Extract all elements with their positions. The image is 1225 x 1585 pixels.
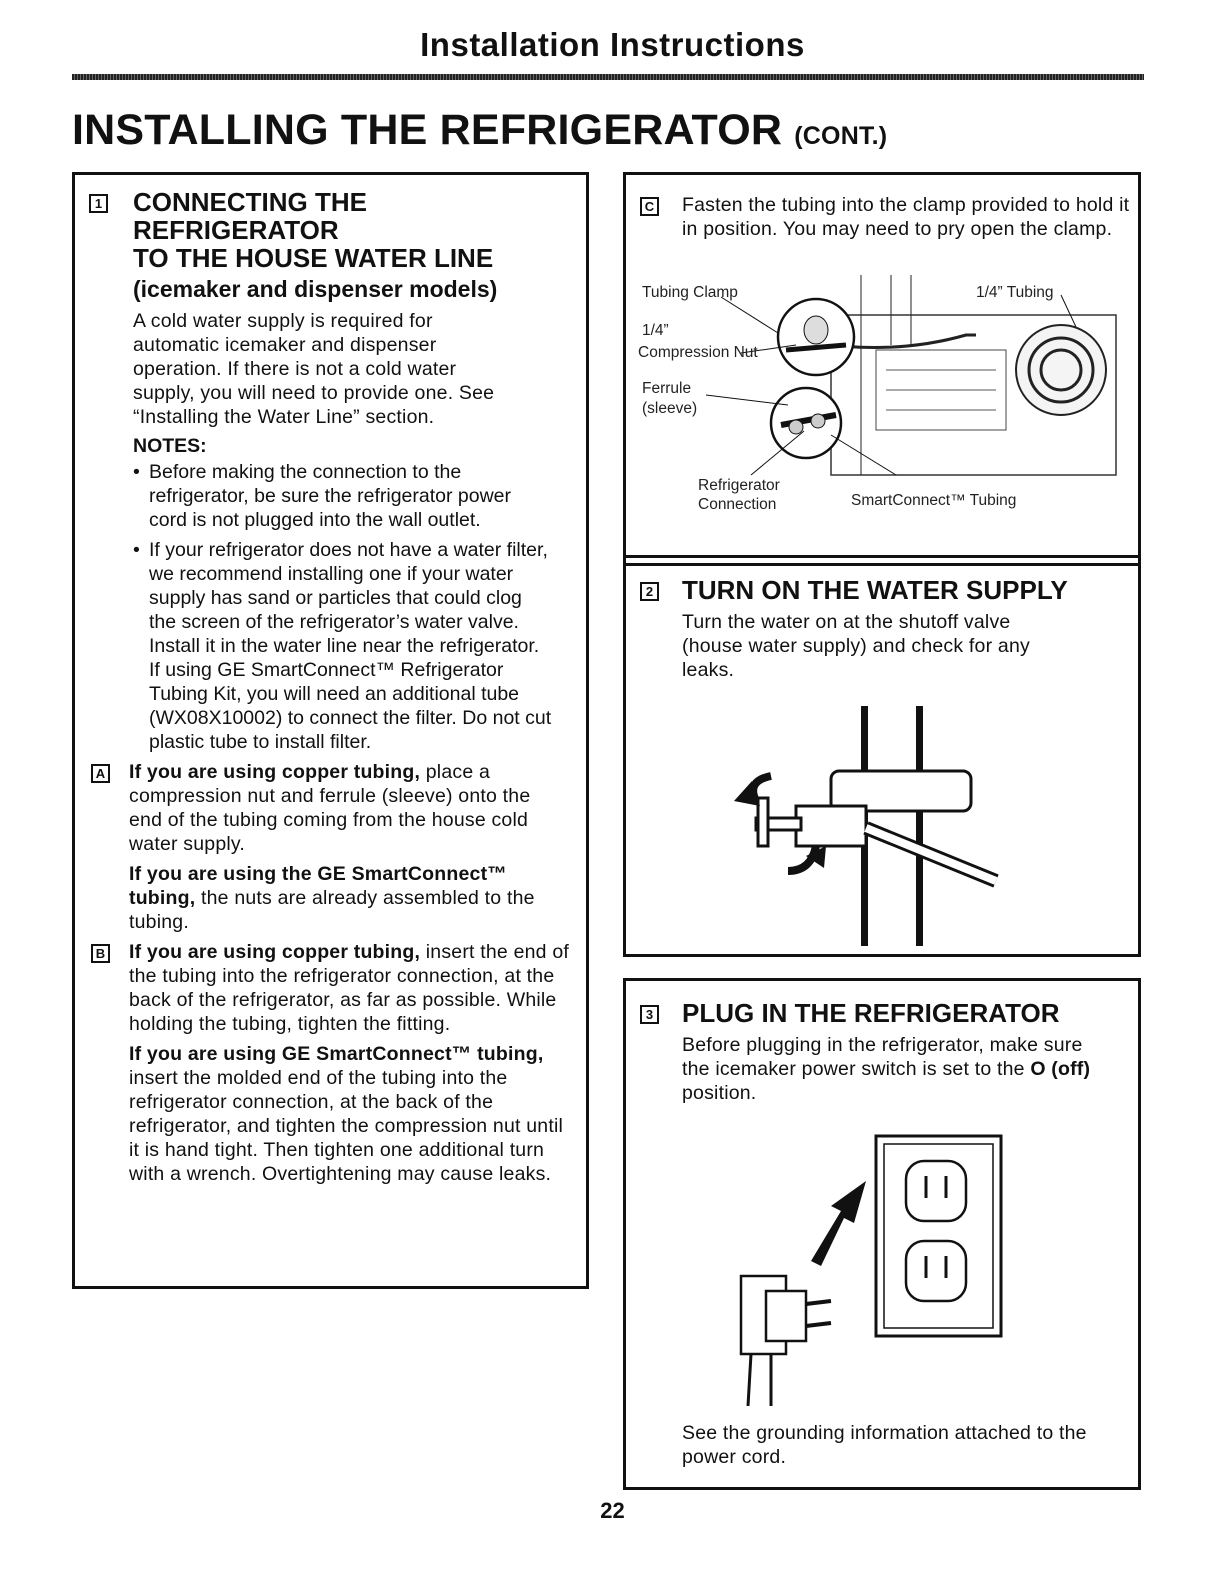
page-title-main: INSTALLING THE REFRIGERATOR [72,106,783,154]
step-c-letter: C [640,197,659,216]
label-refrig-2: Connection [698,496,777,513]
page-title [72,106,887,155]
outlet-plug-diagram [726,1126,1006,1406]
notes-label: NOTES: [133,435,207,457]
section3-text: Before plugging in the refrigerator, make sure the icemaker power switch is set to the O (off) position. [682,1034,1091,1104]
section-connecting-water-line [72,172,589,1289]
page-number: 22 [600,1498,625,1523]
tubing-clamp-diagram [636,275,1126,540]
section2-heading: TURN ON THE WATER SUPPLY [682,575,1068,605]
label-ferrule-2: (sleeve) [642,400,698,417]
notes-list [133,460,553,754]
section-plug-in [623,978,1141,1490]
section1-subheading: (icemaker and dispenser models) [133,276,498,302]
page-title-cont: (CONT.) [794,122,888,150]
step-b [85,940,576,1186]
label-smartconnect: SmartConnect™ Tubing [851,492,1017,509]
step-c-text: Fasten the tubing into the clamp provided to hold it in position. You may need to pry open the clamp. [682,194,1130,240]
section3-footer: See the grounding information attached to the power cord. [682,1422,1087,1468]
label-quarter-tubing: 1/4” Tubing [976,284,1054,301]
label-ferrule-1: Ferrule [642,380,692,397]
label-compression-1: 1/4” [642,322,669,339]
step-b-text2: If you are using GE SmartConnect™ tubing, insert the molded end of the tubing into the refrigerator connection, at the back of the refrigerator, and tighten the compression nut until it is hand tight. Then tighten one additional turn with a wrench. Overtightening may cause leaks. [129,1043,564,1185]
label-compression-2: Compression Nut [638,344,758,361]
step-a [85,760,576,934]
section1-number: 1 [89,194,108,213]
section2-number: 2 [640,582,659,601]
label-refrig-1: Refrigerator [698,477,780,494]
step-a-letter: A [91,764,110,783]
section1-heading1: CONNECTING THE REFRIGERATOR [133,187,367,245]
section3-number: 3 [640,1005,659,1024]
step-b-letter: B [91,944,110,963]
section-water-supply [623,555,1141,957]
step-c-box [623,172,1141,566]
section3-heading: PLUG IN THE REFRIGERATOR [682,998,1060,1028]
step-b-text: If you are using copper tubing, insert the end of the tubing into the refrigerator connection, at the back of the refrigerator, as far as possible. While holding the tubing, tighten the fitting. [129,941,570,1035]
section1-heading2: TO THE HOUSE WATER LINE [133,243,494,273]
header-rule [72,74,1144,80]
header-title: Installation Instructions [420,26,805,63]
step-a-text2: If you are using the GE SmartConnect™ tubing, the nuts are already assembled to the tubing. [129,863,535,933]
section2-text: Turn the water on at the shutoff valve (house water supply) and check for any leaks. [682,611,1030,681]
section1-intro: A cold water supply is required for automatic icemaker and dispenser operation. If there is not a cold water supply, you will need to provide one. See “Installing the Water Line” section. [133,310,495,428]
shutoff-valve-diagram [716,706,1016,946]
label-tubing-clamp: Tubing Clamp [642,284,738,301]
step-a-text: If you are using copper tubing, place a compression nut and ferrule (sleeve) onto the end of the tubing coming from the house cold water supply. [129,761,531,855]
section1-heading [85,188,576,754]
note-item: • Before making the connection to the refrigerator, be sure the refrigerator power cord is not plugged into the wall outlet. [133,460,553,532]
note-item: • If your refrigerator does not have a water filter, we recommend installing one if your water supply has sand or particles that could clog the screen of the refrigerator’s water valve. Install it in the water line near the refrigerator. If using GE SmartConnect™ Refrigerator Tubing Kit, you will need an additional tube (WX08X10002) to connect the filter. Do not cut plastic tube to install filter. [133,538,553,754]
